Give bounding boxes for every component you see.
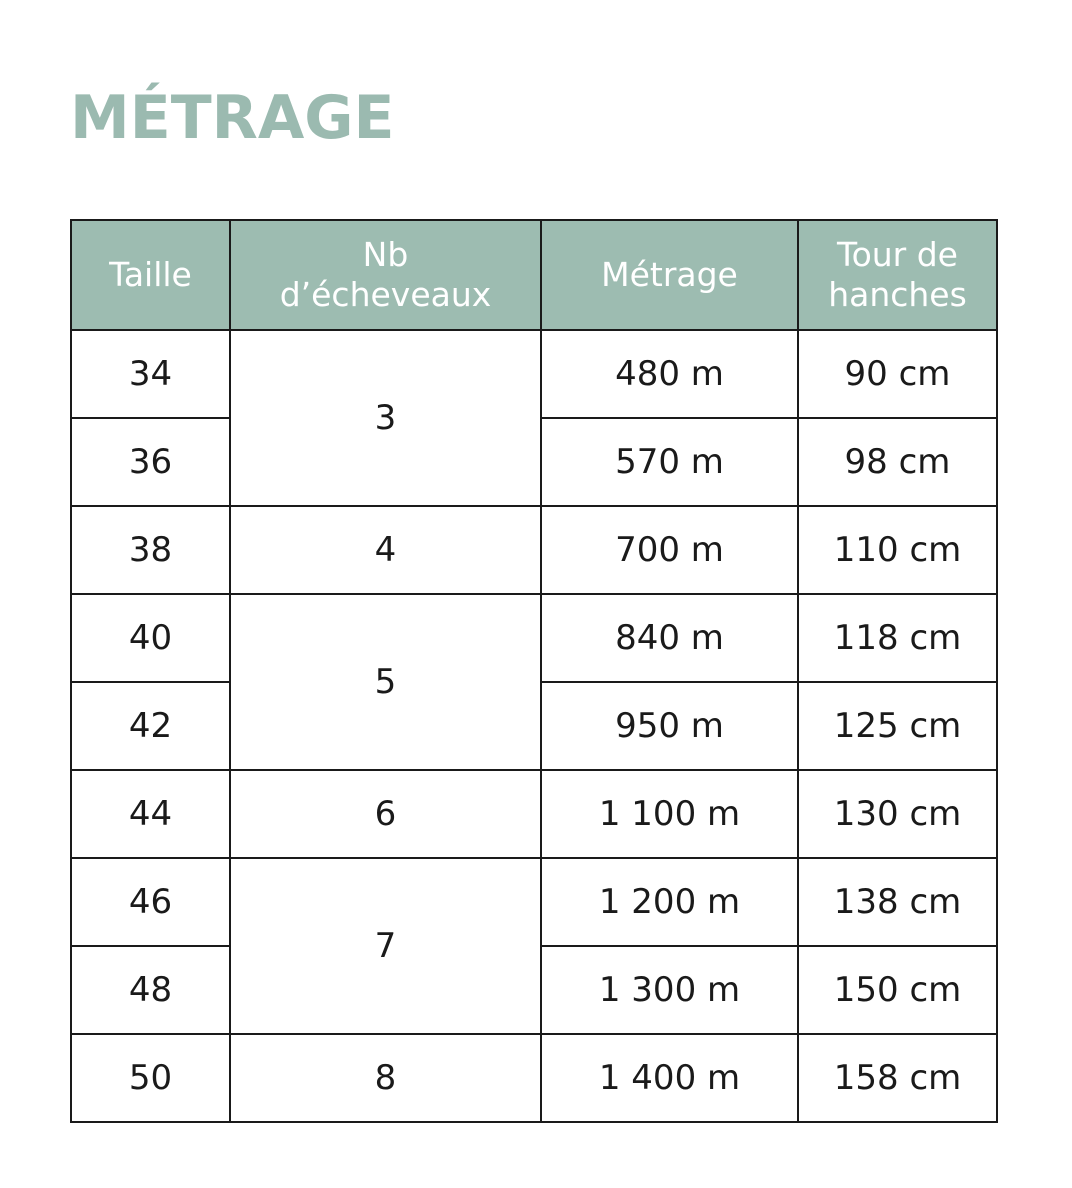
cell-nb-echeveaux: 3 [230, 330, 541, 506]
cell-tour-de-hanches: 150 cm [798, 946, 997, 1034]
cell-metrage: 570 m [541, 418, 798, 506]
table-row [71, 1034, 997, 1122]
cell-taille: 42 [71, 682, 230, 770]
cell-metrage: 1 300 m [541, 946, 798, 1034]
cell-taille: 50 [71, 1034, 230, 1122]
cell-nb-echeveaux: 4 [230, 506, 541, 594]
cell-taille: 34 [71, 330, 230, 418]
cell-taille: 44 [71, 770, 230, 858]
header-nb-line2: d’écheveaux [279, 275, 492, 314]
table-row [71, 770, 997, 858]
header-row [71, 220, 997, 330]
header-nb-line1: Nb [362, 235, 409, 274]
cell-tour-de-hanches: 130 cm [798, 770, 997, 858]
header-nb-echeveaux [230, 220, 541, 330]
table-row [71, 506, 997, 594]
table-row [71, 858, 997, 946]
cell-metrage: 950 m [541, 682, 798, 770]
page-title: MÉTRAGE [70, 83, 395, 153]
table-row [71, 330, 997, 418]
cell-metrage: 1 400 m [541, 1034, 798, 1122]
cell-nb-echeveaux: 5 [230, 594, 541, 770]
cell-taille: 38 [71, 506, 230, 594]
header-tour-de-hanches [798, 220, 997, 330]
header-tour-line1: Tour de [837, 235, 958, 274]
cell-metrage: 1 100 m [541, 770, 798, 858]
cell-metrage: 840 m [541, 594, 798, 682]
cell-taille: 40 [71, 594, 230, 682]
cell-tour-de-hanches: 138 cm [798, 858, 997, 946]
cell-nb-echeveaux: 8 [230, 1034, 541, 1122]
header-tour-line2: hanches [828, 275, 967, 314]
cell-tour-de-hanches: 98 cm [798, 418, 997, 506]
cell-taille: 36 [71, 418, 230, 506]
cell-taille: 46 [71, 858, 230, 946]
cell-taille: 48 [71, 946, 230, 1034]
cell-tour-de-hanches: 110 cm [798, 506, 997, 594]
cell-metrage: 480 m [541, 330, 798, 418]
cell-nb-echeveaux: 6 [230, 770, 541, 858]
cell-metrage: 1 200 m [541, 858, 798, 946]
cell-tour-de-hanches: 158 cm [798, 1034, 997, 1122]
header-metrage: Métrage [541, 220, 798, 330]
cell-nb-echeveaux: 7 [230, 858, 541, 1034]
header-taille: Taille [71, 220, 230, 330]
cell-metrage: 700 m [541, 506, 798, 594]
cell-tour-de-hanches: 125 cm [798, 682, 997, 770]
size-table [70, 219, 998, 1123]
cell-tour-de-hanches: 90 cm [798, 330, 997, 418]
cell-tour-de-hanches: 118 cm [798, 594, 997, 682]
table-row [71, 594, 997, 682]
